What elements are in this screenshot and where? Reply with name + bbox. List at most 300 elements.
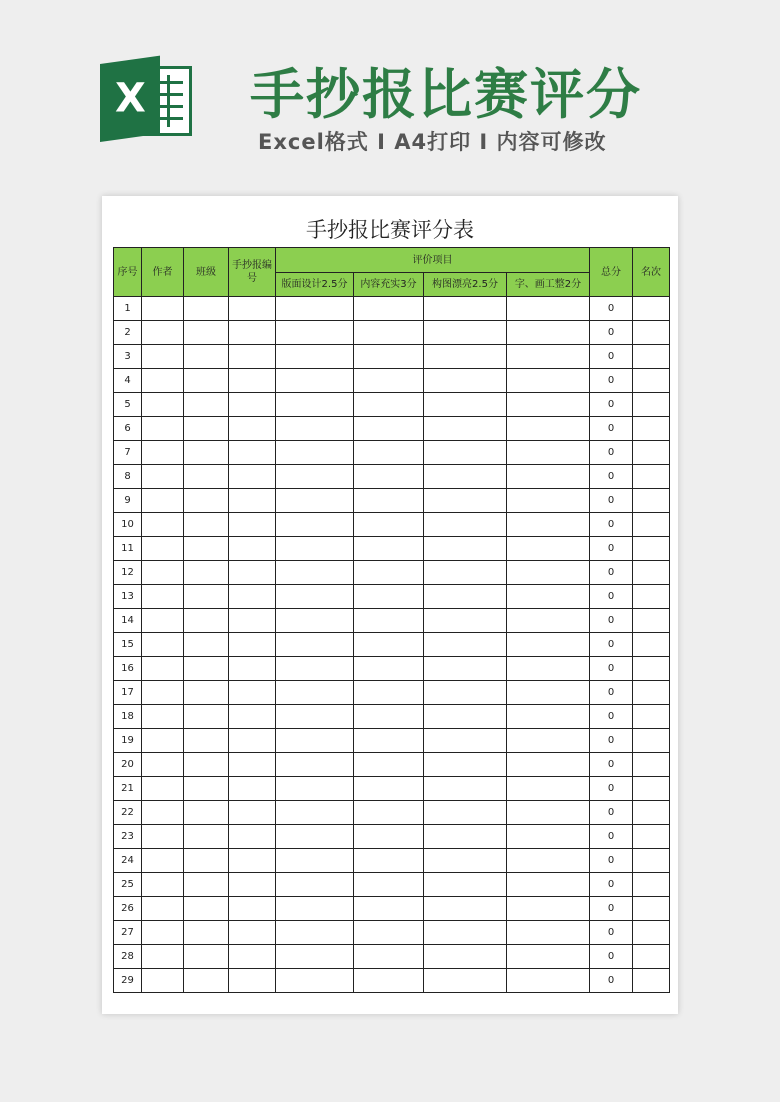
- cell-layout[interactable]: [276, 897, 354, 921]
- cell-content[interactable]: [354, 657, 424, 681]
- cell-neatness[interactable]: [507, 897, 590, 921]
- cell-layout[interactable]: [276, 345, 354, 369]
- table-row: [114, 561, 670, 585]
- cell-rank[interactable]: [633, 849, 670, 873]
- cell-composition[interactable]: [424, 729, 507, 753]
- cell-composition[interactable]: [424, 849, 507, 873]
- cell-rank[interactable]: [633, 681, 670, 705]
- cell-layout[interactable]: [276, 513, 354, 537]
- cell-author[interactable]: [142, 945, 184, 969]
- cell-rank[interactable]: [633, 513, 670, 537]
- cell-layout[interactable]: [276, 753, 354, 777]
- cell-author[interactable]: [142, 609, 184, 633]
- cell-layout[interactable]: [276, 441, 354, 465]
- cell-number[interactable]: [229, 393, 276, 417]
- cell-neatness[interactable]: [507, 633, 590, 657]
- cell-neatness[interactable]: [507, 369, 590, 393]
- cell-content[interactable]: [354, 801, 424, 825]
- cell-layout[interactable]: [276, 561, 354, 585]
- header-criteria-group: 评价项目: [276, 248, 590, 273]
- cell-class[interactable]: [184, 897, 229, 921]
- cell-composition[interactable]: [424, 441, 507, 465]
- cell-content[interactable]: [354, 945, 424, 969]
- header-criterion-content: 内容充实3分: [354, 273, 424, 297]
- cell-rank[interactable]: [633, 921, 670, 945]
- cell-seq: 10: [114, 513, 142, 537]
- cell-rank[interactable]: [633, 945, 670, 969]
- header-seq: 序号: [114, 248, 142, 297]
- cell-rank[interactable]: [633, 465, 670, 489]
- cell-class[interactable]: [184, 705, 229, 729]
- cell-composition[interactable]: [424, 753, 507, 777]
- cell-seq: 27: [114, 921, 142, 945]
- cell-author[interactable]: [142, 537, 184, 561]
- cell-composition[interactable]: [424, 921, 507, 945]
- cell-composition[interactable]: [424, 969, 507, 993]
- cell-layout[interactable]: [276, 825, 354, 849]
- cell-neatness[interactable]: [507, 513, 590, 537]
- cell-composition[interactable]: [424, 537, 507, 561]
- cell-rank[interactable]: [633, 321, 670, 345]
- cell-class[interactable]: [184, 489, 229, 513]
- cell-number[interactable]: [229, 753, 276, 777]
- cell-composition[interactable]: [424, 561, 507, 585]
- cell-content[interactable]: [354, 609, 424, 633]
- cell-rank[interactable]: [633, 777, 670, 801]
- cell-author[interactable]: [142, 705, 184, 729]
- cell-neatness[interactable]: [507, 609, 590, 633]
- cell-class[interactable]: [184, 825, 229, 849]
- cell-layout[interactable]: [276, 609, 354, 633]
- table-row: [114, 729, 670, 753]
- cell-rank[interactable]: [633, 633, 670, 657]
- table-row: [114, 825, 670, 849]
- table-row: [114, 585, 670, 609]
- cell-number[interactable]: [229, 345, 276, 369]
- cell-content[interactable]: [354, 393, 424, 417]
- cell-total: 0: [590, 537, 633, 561]
- cell-seq: 23: [114, 825, 142, 849]
- cell-number[interactable]: [229, 849, 276, 873]
- cell-number[interactable]: [229, 825, 276, 849]
- cell-author[interactable]: [142, 873, 184, 897]
- cell-seq: 15: [114, 633, 142, 657]
- table-row: [114, 777, 670, 801]
- cell-number[interactable]: [229, 897, 276, 921]
- cell-content[interactable]: [354, 321, 424, 345]
- cell-total: 0: [590, 297, 633, 321]
- cell-number[interactable]: [229, 417, 276, 441]
- cell-neatness[interactable]: [507, 729, 590, 753]
- cell-author[interactable]: [142, 849, 184, 873]
- cell-class[interactable]: [184, 801, 229, 825]
- cell-seq: 5: [114, 393, 142, 417]
- cell-author[interactable]: [142, 489, 184, 513]
- cell-content[interactable]: [354, 369, 424, 393]
- cell-class[interactable]: [184, 465, 229, 489]
- cell-author[interactable]: [142, 633, 184, 657]
- cell-number[interactable]: [229, 321, 276, 345]
- cell-author[interactable]: [142, 825, 184, 849]
- header-criterion-layout: 版面设计2.5分: [276, 273, 354, 297]
- header-criterion-composition: 构图漂亮2.5分: [424, 273, 507, 297]
- cell-number[interactable]: [229, 969, 276, 993]
- cell-rank[interactable]: [633, 537, 670, 561]
- table-row: [114, 873, 670, 897]
- cell-rank[interactable]: [633, 609, 670, 633]
- cell-class[interactable]: [184, 417, 229, 441]
- cell-total: 0: [590, 465, 633, 489]
- cell-total: 0: [590, 801, 633, 825]
- cell-seq: 21: [114, 777, 142, 801]
- table-row: [114, 609, 670, 633]
- cell-author[interactable]: [142, 585, 184, 609]
- cell-total: 0: [590, 969, 633, 993]
- cell-composition[interactable]: [424, 585, 507, 609]
- cell-author[interactable]: [142, 465, 184, 489]
- score-table: [113, 247, 670, 993]
- cell-neatness[interactable]: [507, 945, 590, 969]
- cell-number[interactable]: [229, 489, 276, 513]
- cell-neatness[interactable]: [507, 681, 590, 705]
- cell-class[interactable]: [184, 609, 229, 633]
- cell-composition[interactable]: [424, 705, 507, 729]
- cell-total: 0: [590, 633, 633, 657]
- score-table-body: [114, 297, 670, 993]
- cell-neatness[interactable]: [507, 873, 590, 897]
- cell-class[interactable]: [184, 969, 229, 993]
- cell-neatness[interactable]: [507, 489, 590, 513]
- cell-content[interactable]: [354, 849, 424, 873]
- cell-seq: 12: [114, 561, 142, 585]
- cell-total: 0: [590, 849, 633, 873]
- cell-composition[interactable]: [424, 417, 507, 441]
- excel-logo-icon: [100, 56, 196, 142]
- cell-class[interactable]: [184, 561, 229, 585]
- cell-number[interactable]: [229, 297, 276, 321]
- cell-layout[interactable]: [276, 945, 354, 969]
- cell-class[interactable]: [184, 393, 229, 417]
- cell-composition[interactable]: [424, 321, 507, 345]
- table-row: [114, 537, 670, 561]
- cell-class[interactable]: [184, 513, 229, 537]
- cell-layout[interactable]: [276, 873, 354, 897]
- cell-composition[interactable]: [424, 609, 507, 633]
- cell-rank[interactable]: [633, 729, 670, 753]
- cell-class[interactable]: [184, 369, 229, 393]
- table-row: [114, 897, 670, 921]
- cell-neatness[interactable]: [507, 441, 590, 465]
- table-row: [114, 369, 670, 393]
- header-criterion-neatness: 字、画工整2分: [507, 273, 590, 297]
- cell-rank[interactable]: [633, 801, 670, 825]
- cell-neatness[interactable]: [507, 705, 590, 729]
- table-row: [114, 321, 670, 345]
- cell-seq: 3: [114, 345, 142, 369]
- cell-composition[interactable]: [424, 657, 507, 681]
- cell-neatness[interactable]: [507, 969, 590, 993]
- cell-class[interactable]: [184, 537, 229, 561]
- cell-neatness[interactable]: [507, 777, 590, 801]
- cell-content[interactable]: [354, 465, 424, 489]
- cell-neatness[interactable]: [507, 465, 590, 489]
- cell-composition[interactable]: [424, 489, 507, 513]
- cell-number[interactable]: [229, 921, 276, 945]
- cell-content[interactable]: [354, 753, 424, 777]
- cell-author[interactable]: [142, 321, 184, 345]
- cell-total: 0: [590, 777, 633, 801]
- cell-class[interactable]: [184, 345, 229, 369]
- cell-layout[interactable]: [276, 681, 354, 705]
- cell-content[interactable]: [354, 729, 424, 753]
- cell-layout[interactable]: [276, 729, 354, 753]
- cell-class[interactable]: [184, 921, 229, 945]
- cell-neatness[interactable]: [507, 585, 590, 609]
- cell-layout[interactable]: [276, 921, 354, 945]
- cell-total: 0: [590, 561, 633, 585]
- cell-number[interactable]: [229, 657, 276, 681]
- cell-seq: 9: [114, 489, 142, 513]
- cell-layout[interactable]: [276, 633, 354, 657]
- cell-class[interactable]: [184, 729, 229, 753]
- cell-layout[interactable]: [276, 417, 354, 441]
- cell-author[interactable]: [142, 345, 184, 369]
- cell-number[interactable]: [229, 561, 276, 585]
- cell-composition[interactable]: [424, 465, 507, 489]
- cell-content[interactable]: [354, 897, 424, 921]
- cell-content[interactable]: [354, 561, 424, 585]
- cell-total: 0: [590, 417, 633, 441]
- cell-composition[interactable]: [424, 945, 507, 969]
- cell-content[interactable]: [354, 921, 424, 945]
- cell-neatness[interactable]: [507, 537, 590, 561]
- cell-author[interactable]: [142, 729, 184, 753]
- cell-rank[interactable]: [633, 873, 670, 897]
- cell-neatness[interactable]: [507, 753, 590, 777]
- cell-composition[interactable]: [424, 369, 507, 393]
- cell-content[interactable]: [354, 681, 424, 705]
- cell-class[interactable]: [184, 777, 229, 801]
- cell-rank[interactable]: [633, 369, 670, 393]
- cell-total: 0: [590, 489, 633, 513]
- cell-seq: 13: [114, 585, 142, 609]
- cell-rank[interactable]: [633, 393, 670, 417]
- cell-rank[interactable]: [633, 753, 670, 777]
- cell-neatness[interactable]: [507, 849, 590, 873]
- cell-composition[interactable]: [424, 777, 507, 801]
- cell-layout[interactable]: [276, 489, 354, 513]
- cell-layout[interactable]: [276, 321, 354, 345]
- cell-layout[interactable]: [276, 465, 354, 489]
- cell-number[interactable]: [229, 537, 276, 561]
- cell-author[interactable]: [142, 561, 184, 585]
- cell-composition[interactable]: [424, 681, 507, 705]
- cell-neatness[interactable]: [507, 345, 590, 369]
- cell-seq: 4: [114, 369, 142, 393]
- cell-author[interactable]: [142, 753, 184, 777]
- cell-class[interactable]: [184, 321, 229, 345]
- cell-composition[interactable]: [424, 297, 507, 321]
- cell-class[interactable]: [184, 441, 229, 465]
- cell-rank[interactable]: [633, 417, 670, 441]
- cell-rank[interactable]: [633, 561, 670, 585]
- cell-layout[interactable]: [276, 393, 354, 417]
- cell-number[interactable]: [229, 369, 276, 393]
- logo-letter: X: [114, 75, 146, 122]
- cell-class[interactable]: [184, 657, 229, 681]
- cell-composition[interactable]: [424, 897, 507, 921]
- cell-author[interactable]: [142, 969, 184, 993]
- table-row: [114, 441, 670, 465]
- cell-total: 0: [590, 705, 633, 729]
- cell-author[interactable]: [142, 297, 184, 321]
- cell-rank[interactable]: [633, 585, 670, 609]
- cell-author[interactable]: [142, 369, 184, 393]
- cell-author[interactable]: [142, 393, 184, 417]
- cell-layout[interactable]: [276, 777, 354, 801]
- cell-neatness[interactable]: [507, 393, 590, 417]
- cell-author[interactable]: [142, 513, 184, 537]
- cell-seq: 7: [114, 441, 142, 465]
- cell-class[interactable]: [184, 585, 229, 609]
- cell-class[interactable]: [184, 681, 229, 705]
- cell-total: 0: [590, 585, 633, 609]
- cell-author[interactable]: [142, 897, 184, 921]
- cell-author[interactable]: [142, 441, 184, 465]
- cell-composition[interactable]: [424, 633, 507, 657]
- cell-number[interactable]: [229, 681, 276, 705]
- cell-composition[interactable]: [424, 801, 507, 825]
- cell-class[interactable]: [184, 633, 229, 657]
- cell-layout[interactable]: [276, 297, 354, 321]
- table-row: [114, 945, 670, 969]
- cell-class[interactable]: [184, 849, 229, 873]
- cell-neatness[interactable]: [507, 297, 590, 321]
- cell-content[interactable]: [354, 585, 424, 609]
- document-title: 手抄报比赛评分表: [306, 218, 474, 242]
- cell-author[interactable]: [142, 801, 184, 825]
- cell-content[interactable]: [354, 633, 424, 657]
- cell-layout[interactable]: [276, 705, 354, 729]
- cell-neatness[interactable]: [507, 561, 590, 585]
- cell-content[interactable]: [354, 513, 424, 537]
- cell-layout[interactable]: [276, 537, 354, 561]
- cell-composition[interactable]: [424, 393, 507, 417]
- cell-layout[interactable]: [276, 369, 354, 393]
- cell-number[interactable]: [229, 705, 276, 729]
- cell-total: 0: [590, 657, 633, 681]
- cell-neatness[interactable]: [507, 321, 590, 345]
- cell-neatness[interactable]: [507, 417, 590, 441]
- logo-book: [100, 56, 160, 142]
- cell-rank[interactable]: [633, 657, 670, 681]
- cell-number[interactable]: [229, 873, 276, 897]
- cell-content[interactable]: [354, 441, 424, 465]
- cell-number[interactable]: [229, 777, 276, 801]
- cell-number[interactable]: [229, 585, 276, 609]
- cell-layout[interactable]: [276, 801, 354, 825]
- cell-author[interactable]: [142, 681, 184, 705]
- cell-rank[interactable]: [633, 897, 670, 921]
- cell-number[interactable]: [229, 513, 276, 537]
- cell-neatness[interactable]: [507, 657, 590, 681]
- cell-number[interactable]: [229, 465, 276, 489]
- cell-content[interactable]: [354, 825, 424, 849]
- cell-author[interactable]: [142, 657, 184, 681]
- cell-content[interactable]: [354, 537, 424, 561]
- cell-total: 0: [590, 321, 633, 345]
- table-row: [114, 705, 670, 729]
- cell-rank[interactable]: [633, 969, 670, 993]
- table-row: [114, 489, 670, 513]
- cell-composition[interactable]: [424, 825, 507, 849]
- cell-rank[interactable]: [633, 705, 670, 729]
- cell-content[interactable]: [354, 417, 424, 441]
- cell-content[interactable]: [354, 345, 424, 369]
- cell-layout[interactable]: [276, 585, 354, 609]
- cell-content[interactable]: [354, 777, 424, 801]
- cell-content[interactable]: [354, 969, 424, 993]
- cell-rank[interactable]: [633, 489, 670, 513]
- cell-content[interactable]: [354, 489, 424, 513]
- cell-content[interactable]: [354, 873, 424, 897]
- header-number: 手抄报编号: [229, 248, 276, 297]
- cell-author[interactable]: [142, 417, 184, 441]
- banner-subtitle: Excel格式 I A4打印 I 内容可修改: [258, 130, 607, 154]
- cell-rank[interactable]: [633, 441, 670, 465]
- cell-seq: 19: [114, 729, 142, 753]
- cell-composition[interactable]: [424, 513, 507, 537]
- cell-rank[interactable]: [633, 297, 670, 321]
- cell-number[interactable]: [229, 633, 276, 657]
- cell-number[interactable]: [229, 609, 276, 633]
- cell-class[interactable]: [184, 873, 229, 897]
- cell-neatness[interactable]: [507, 801, 590, 825]
- cell-total: 0: [590, 825, 633, 849]
- cell-content[interactable]: [354, 297, 424, 321]
- document-page: [102, 196, 678, 1014]
- cell-total: 0: [590, 393, 633, 417]
- cell-total: 0: [590, 441, 633, 465]
- table-row: [114, 417, 670, 441]
- cell-layout[interactable]: [276, 657, 354, 681]
- cell-neatness[interactable]: [507, 825, 590, 849]
- cell-class[interactable]: [184, 297, 229, 321]
- cell-seq: 29: [114, 969, 142, 993]
- cell-layout[interactable]: [276, 969, 354, 993]
- cell-number[interactable]: [229, 729, 276, 753]
- cell-author[interactable]: [142, 921, 184, 945]
- cell-number[interactable]: [229, 945, 276, 969]
- table-row: [114, 801, 670, 825]
- cell-content[interactable]: [354, 705, 424, 729]
- cell-composition[interactable]: [424, 873, 507, 897]
- cell-layout[interactable]: [276, 849, 354, 873]
- cell-composition[interactable]: [424, 345, 507, 369]
- cell-rank[interactable]: [633, 825, 670, 849]
- cell-class[interactable]: [184, 945, 229, 969]
- cell-seq: 14: [114, 609, 142, 633]
- cell-number[interactable]: [229, 801, 276, 825]
- cell-seq: 20: [114, 753, 142, 777]
- cell-neatness[interactable]: [507, 921, 590, 945]
- cell-number[interactable]: [229, 441, 276, 465]
- cell-rank[interactable]: [633, 345, 670, 369]
- cell-class[interactable]: [184, 753, 229, 777]
- cell-author[interactable]: [142, 777, 184, 801]
- cell-total: 0: [590, 345, 633, 369]
- header-class: 班级: [184, 248, 229, 297]
